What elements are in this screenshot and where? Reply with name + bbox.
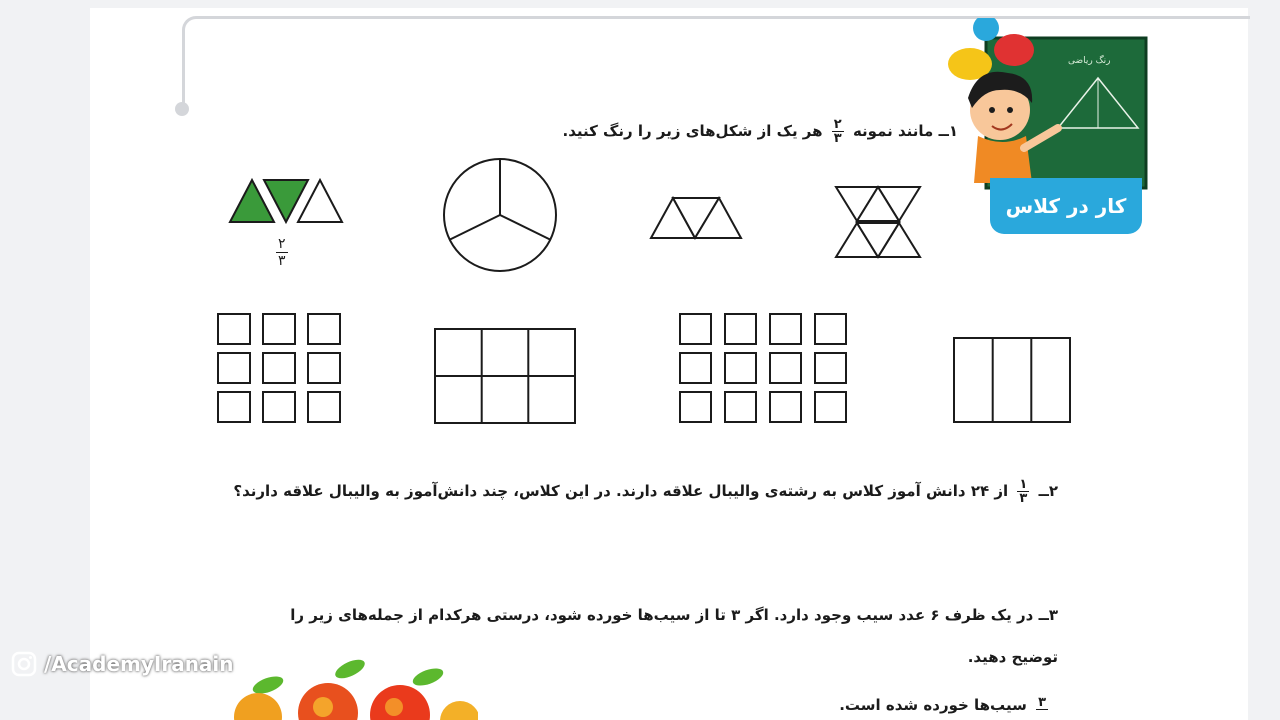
q3-line1 [290, 606, 1058, 624]
q1-text [563, 118, 959, 145]
sample-fraction-den: ۳ [278, 253, 286, 269]
q1-text-after: هر یک از شکل‌های زیر را رنگ کنید. [562, 122, 823, 140]
q3-partial-text: سیب‌ها خورده شده است. [839, 696, 1027, 714]
q3-number: ۳ــ [1038, 606, 1058, 624]
q2-fraction-num: ۱ [1019, 477, 1028, 492]
watermark [10, 650, 234, 678]
grid-3x3-squares[interactable] [216, 312, 344, 426]
q2-body: از ۲۴ دانش آموز کلاس به رشته‌ی والیبال علاقه دارند. در این کلاس، چند دانش‌آموز به والیبال علاقه دارند؟ [233, 482, 1009, 500]
page-frame-dot [175, 102, 189, 116]
q1-number: ۱ــ [938, 122, 958, 140]
rectangle-2x3[interactable] [433, 327, 577, 425]
q3-partial-fraction [1036, 696, 1048, 710]
q1-text-before: مانند نمونه [852, 122, 934, 140]
circle-three-parts[interactable] [441, 156, 559, 274]
grid-3x4-squares[interactable] [678, 312, 850, 426]
q3-body: در یک ظرف ۶ عدد سیب وجود دارد. اگر ۳ تا از سیب‌ها خورده شود، درستی هرکدام از جمله‌های زیر را [290, 606, 1034, 624]
q2-text [233, 478, 1058, 505]
classwork-label: کار در کلاس [990, 178, 1142, 234]
rectangle-three-columns[interactable] [952, 336, 1072, 426]
q3-line2: توضیح دهید. [967, 648, 1058, 666]
apples-illustration [228, 655, 478, 720]
red-balloon [994, 34, 1034, 66]
q3-partial-num: ۳ [1038, 695, 1046, 710]
q2-number: ۲ــ [1038, 482, 1058, 500]
sample-fraction-num: ۲ [278, 236, 286, 252]
q1-fraction-den: ۳ [833, 131, 842, 146]
q2-fraction [1017, 478, 1029, 505]
six-triangles[interactable] [832, 183, 926, 263]
q2-fraction-den: ۳ [1019, 491, 1028, 506]
sample-triangles [228, 178, 344, 224]
sample-fraction [276, 236, 288, 269]
watermark-text: /AcademyIranain [44, 652, 234, 676]
board-text: رنگ ریاضی [1068, 56, 1111, 66]
instagram-icon [10, 650, 38, 678]
q1-fraction-num: ۲ [833, 117, 842, 132]
q3-partial-statement [839, 696, 1052, 714]
boy-shirt [974, 136, 1032, 183]
three-triangles[interactable] [649, 196, 745, 242]
q1-fraction [832, 118, 844, 145]
